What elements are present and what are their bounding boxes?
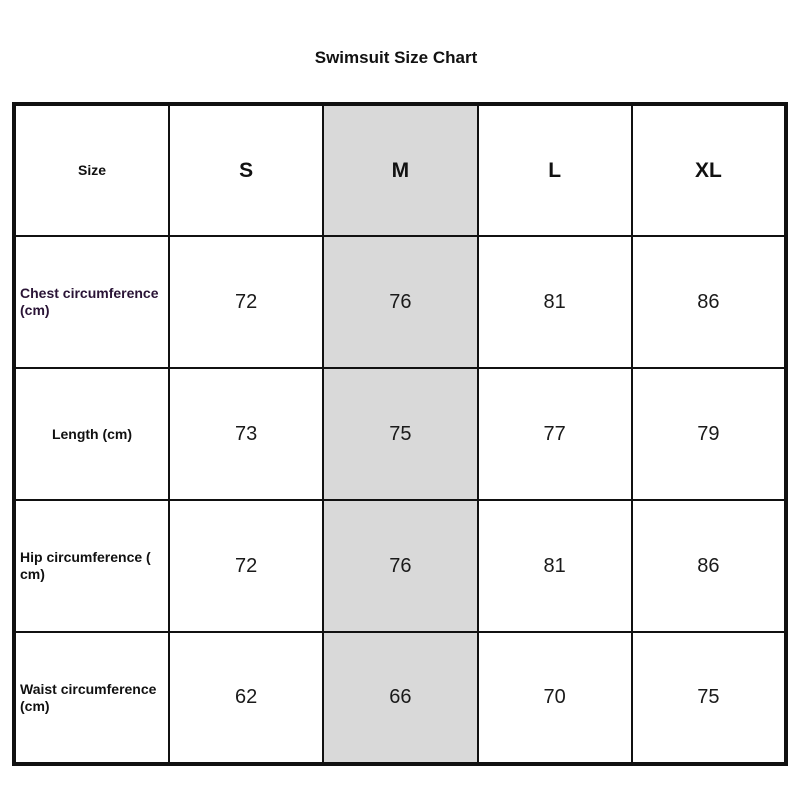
value-cell: 72 [169,500,323,632]
value-cell: 75 [323,368,477,500]
value-cell: 86 [632,500,786,632]
size-xl-header: XL [632,104,786,236]
size-m-header: M [323,104,477,236]
chart-title: Swimsuit Size Chart [314,48,478,67]
value-cell: 75 [632,632,786,764]
value-cell: 81 [478,500,632,632]
row-label-waist: Waist circumference (cm) [14,632,169,764]
value-cell: 81 [478,236,632,368]
size-l-header: L [478,104,632,236]
value-cell: 86 [632,236,786,368]
value-cell: 77 [478,368,632,500]
header-row [14,104,786,236]
value-cell: 62 [169,632,323,764]
size-header-label: Size [14,104,169,236]
table-row [14,632,786,764]
row-label-hip: Hip circumference ( cm) [14,500,169,632]
value-cell: 79 [632,368,786,500]
row-label-length: Length (cm) [14,368,169,500]
table-row [14,368,786,500]
size-s-header: S [169,104,323,236]
value-cell: 72 [169,236,323,368]
value-cell: 66 [323,632,477,764]
value-cell: 76 [323,236,477,368]
table-row [14,500,786,632]
table-row [14,236,786,368]
value-cell: 70 [478,632,632,764]
row-label-chest: Chest circumference (cm) [14,236,169,368]
value-cell: 73 [169,368,323,500]
value-cell: 76 [323,500,477,632]
size-chart-table [12,102,788,766]
